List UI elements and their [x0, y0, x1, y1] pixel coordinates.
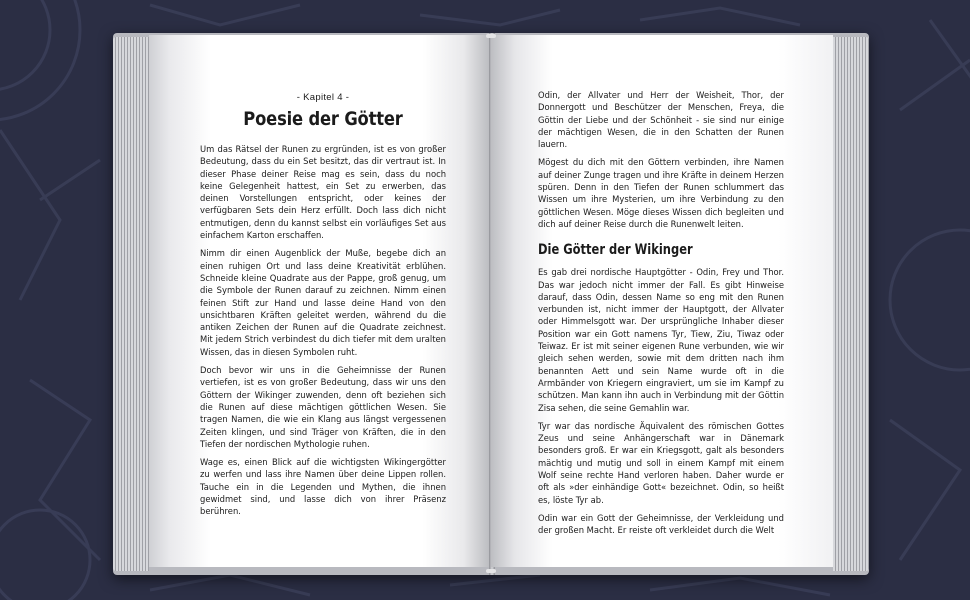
chapter-label: - Kapitel 4 -: [296, 92, 350, 103]
right-page-edges: [833, 37, 869, 571]
left-page-edges: [113, 37, 149, 571]
paragraph: Es gab drei nordische Hauptgötter - Odin, Frey und Thor. Das war jedoch nicht immer der Fall. Es gibt Hinweise darauf, dass Odin, dessen Name so eng mit den Runen verbunden ist, nicht immer der Hauptgott, der Allvater oder Himmelsgott war. Der ursprüngliche Inhaber dieser Position war ein Gott namens Tyr, Tiew, Ziu, Tiwaz oder Teiwaz. Er ist mit seiner eigenen Rune verbunden, wie wir gleich sehen werden, sowie mit dem dritten nach ihm benannten Aett und sein Name wurde oft in die Armbänder von Kriegern eingraviert, um sie im Kampf zu schützen. Man kann ihn auch in Verbindung mit der Göttin Zisa sehen, die seine Gemahlin war.: [538, 267, 784, 413]
binding-clip-bottom: [486, 569, 496, 573]
paragraph: Nimm dir einen Augenblick der Muße, begebe dich an einen ruhigen Ort und lass deine Kreativität erblühen. Schneide kleine Quadrate aus der Pappe, groß genug, um die Symbole der Runen darauf zu zeichnen. Nimm einen feinen Stift zur Hand und lasse deine Hand von den unsichtbaren Kräften geleitet werden, während du die antiken Zeichen der Runen auf die Quadrate zeichnest. Mit jedem Strich verbindest du dich tiefer mit dem uralten Wissen, das in diesen Symbolen ruht.: [200, 248, 446, 357]
paragraph: Mögest du dich mit den Göttern verbinden, ihre Namen auf deiner Zunge tragen und ihre Kräfte in deinem Herzen spüren. Denn in den Tiefen der Runen schlummert das Wissen um ihre Mysterien, um ihre Verbindung zu den göttlichen Wesen. Möge dieses Wissen dich begleiten und dich auf deiner Reise durch die Runenwelt leiten.: [538, 157, 784, 229]
open-book: [113, 33, 869, 575]
binding-clip-top: [486, 34, 496, 38]
paragraph: Odin war ein Gott der Geheimnisse, der Verkleidung und der großen Macht. Er reiste oft verkleidet durch die Welt: [538, 512, 784, 536]
paragraph: Doch bevor wir uns in die Geheimnisse der Runen vertiefen, ist es von großer Bedeutung, dass wir uns den Göttern der Wikinger zuwenden, denn oft beziehen sich die Runen auf diese mächtigen göttlichen Wesen. Sie tragen Namen, die wie ein Klang aus längst vergessenen Zeiten klingen, und sind Träger von Kräften, die in den Tiefen der nordischen Mythologie ruhen.: [200, 365, 446, 449]
right-page: [491, 35, 833, 567]
paragraph: Odin, der Allvater und Herr der Weisheit, Thor, der Donnergott und Beschützer der Menschen, Freya, die Göttin der Liebe und der Schönheit - sie sind nur einige der mächtigen Wesen, die in den Schatten der Runen lauern.: [538, 90, 784, 150]
paragraph: Um das Rätsel der Runen zu ergründen, ist es von großer Bedeutung, dass du ein Set besitzt, das dir vertraut ist. In dieser Phase deiner Reise mag es sein, dass du noch keine Gelegenheit hattest, ein Set zu erwerben, das deinen Vorstellungen entspricht, oder keines der verfügbaren Sets dein Herz erfüllt. Doch lass dich nicht entmutigen, denn du kannst selbst ein vorläufiges Set aus einfachem Karton erschaffen.: [200, 144, 446, 241]
left-page: [149, 35, 491, 567]
section-heading: Die Götter der Wikinger: [538, 242, 693, 259]
paragraph: Wage es, einen Blick auf die wichtigsten Wikingergötter zu werfen und lass ihre Namen über deine Lippen rollen. Tauche ein in die Legenden und Mythen, die ihnen gewidmet sind, und lasse dich von ihrer Präsenz berühren.: [200, 457, 446, 517]
chapter-title: Poesie der Götter: [243, 108, 403, 130]
paragraph: Tyr war das nordische Äquivalent des römischen Gottes Zeus und seine Anhängerschaft war in Dänemark besonders groß. Er war ein Kriegsgott, galt als besonders mächtig und mutig und soll in einem Kampf mit einem Wolf seine rechte Hand verloren haben. Daher wurde er oft als »der einhändige Gott« bezeichnet. Odin, so heißt es, löste Tyr ab.: [538, 420, 784, 505]
